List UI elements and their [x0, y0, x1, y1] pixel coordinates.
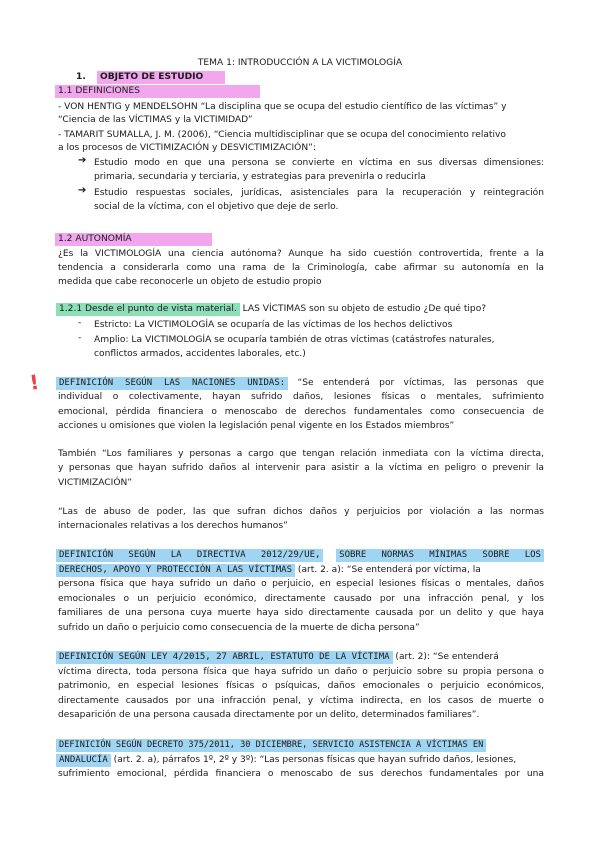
ley-definition-line: víctima directa, toda persona física que haya sufrido un daño o perjuicio sobre su propia persona o — [58, 667, 544, 677]
un-heading: DEFINICIÓN SEGÚN LAS NACIONES UNIDAS: — [56, 377, 288, 390]
ley-definition-line: desaparición de una persona causada directamente por un delito, determinados familiares”. — [58, 710, 480, 720]
bullet-text: Estudio modo en que una persona se convierte en víctima en sus diversas dimensiones: — [94, 158, 544, 168]
subsubsection-heading — [56, 302, 542, 316]
un-definition-line: acciones u omisiones que violen la legislación penal vigente en los Estados miembros” — [58, 421, 455, 431]
section-title: OBJETO DE ESTUDIO — [97, 71, 225, 84]
directiva-heading-line — [56, 548, 544, 562]
directiva-heading: DEFINICIÓN SEGÚN LA DIRECTIVA 2012/29/UE, — [56, 549, 323, 562]
paragraph-line: y personas que hayan sufrido daños al intervenir para asistir a la víctima en peligro o prevenir la — [58, 463, 544, 473]
un-text: “Se entenderá por víctimas, las personas que — [288, 378, 545, 388]
un-definition-line — [56, 376, 544, 390]
ley-heading: DEFINICIÓN SEGÚN LEY 4/2015, 27 ABRIL, ESTATUTO DE LA VÍCTIMA — [56, 651, 393, 664]
paragraph-line: internacionales relativas a los derechos humanos” — [58, 521, 288, 531]
paragraph-line: También “Los familiares y personas a cargo que tengan relación inmediata con la víctima directa, — [58, 449, 544, 459]
list-item: Amplio: La VICTIMOLOGÍA se ocuparía también de otras víctimas (catástrofes naturales, — [94, 335, 495, 345]
paragraph-line: VICTIMIZACIÓN” — [58, 478, 133, 488]
paragraph-line: tendencia a considerarla como una rama de la Criminología, cabe afirmar su autonomía en la — [58, 263, 544, 273]
decreto-text: (art. 2. a), párrafos 1º, 2º y 3º): “Las personas físicas que hayan sufrido daños, lesiones, — [110, 755, 517, 765]
subsection-heading-definiciones — [55, 84, 541, 98]
section-number: 1. — [76, 72, 86, 82]
ley-definition-line: patrimonio, en especial lesiones físicas o psíquicas, daños emocionales o perjuicio económicos, — [58, 681, 544, 691]
list-item: Estricto: La VICTIMOLOGÍA se ocuparía de las víctimas de los hechos delictivos — [94, 320, 453, 330]
un-definition-line: individual o colectivamente, hayan sufrido daños, lesiones físicas o mentales, sufrimiento — [58, 392, 544, 402]
decreto-definition-line — [56, 753, 544, 767]
page-title: TEMA 1: INTRODUCCIÓN A LA VICTIMOLOGÍA — [197, 58, 403, 68]
list-item: conflictos armados, accidentes laborales, etc.) — [94, 349, 306, 359]
paragraph-line: ¿Es la VICTIMOLOGÍA una ciencia autónoma? Aunque ha sido cuestión controvertida, frente a la — [58, 249, 544, 259]
decreto-heading-line — [56, 738, 544, 752]
subsubsection-heading-text: 1.2.1 Desde el punto de vista material. — [56, 303, 240, 316]
arrow-right-icon: ➔ — [78, 185, 87, 196]
un-definition-line: emocional, pérdida financiera o menoscabo de derechos fundamentales como consecuencia de — [58, 407, 544, 417]
subsection-heading-text: 1.1 DEFINICIONES — [55, 85, 260, 98]
bullet-text: social de la víctima, con el objetivo que deje de serlo. — [94, 202, 339, 212]
directiva-definition-line: emocionales o un perjuicio económico, directamente causado por una infracción penal, y los — [58, 594, 544, 604]
ley-definition-line: directamente causados por una infracción penal, y víctima indirecta, en los casos de muerte o — [58, 696, 544, 706]
definition-line: “Ciencia de las VÍCTIMAS y la VICTIMIDAD” — [58, 115, 253, 125]
definition-line: - TAMARIT SUMALLA, J. M. (2006), “Ciencia multidisciplinar que se ocupa del conocimiento relativo — [58, 130, 506, 140]
definition-line: a los procesos de VICTIMIZACIÓN y DESVICTIMIZACIÓN”: — [58, 143, 316, 153]
ley-text: (art. 2): “Se entenderá — [392, 652, 499, 662]
subsubsection-heading-rest: LAS VÍCTIMAS son su objeto de estudio ¿De qué tipo? — [239, 304, 487, 314]
bullet-text: primaria, secundaria y terciaria, y estrategias para prevenirla o reducirla — [94, 172, 426, 182]
directiva-definition-line: familiares de una persona cuya muerte haya sido directamente causada por un delito y que haya — [58, 608, 544, 618]
paragraph-line: “Las de abuso de poder, las que sufran dichos daños y perjuicios por violación a las normas — [58, 507, 544, 517]
directiva-heading: SOBRE NORMAS MÍNIMAS SOBRE LOS — [336, 549, 544, 562]
dash-bullet: - — [78, 333, 82, 343]
subsection-heading-text: 1.2 AUTONOMÍA — [55, 233, 212, 246]
decreto-heading: ANDALUCÍA — [56, 754, 111, 767]
ley-definition-line — [56, 650, 544, 664]
directiva-definition-line: persona física que haya sufrido un daño o perjuicio, en especial lesiones físicas o mentales, daños — [58, 579, 544, 589]
arrow-right-icon: ➔ — [78, 155, 87, 166]
definition-line: - VON HENTIG y MENDELSOHN “La disciplina que se ocupa del estudio científico de las víctimas” y — [58, 102, 507, 112]
exclamation-mark: ! — [28, 369, 41, 395]
directiva-definition-line — [56, 563, 544, 577]
directiva-definition-line: sufrido un daño o perjuicio como consecuencia de la muerte de dicha persona” — [58, 623, 420, 633]
decreto-heading: DEFINICIÓN SEGÚN DECRETO 375/2011, 30 DICIEMBRE, SERVICIO ASISTENCIA A VÍCTIMAS EN — [56, 739, 486, 752]
bullet-text: Estudio respuestas sociales, jurídicas, asistenciales para la recuperación y reintegración — [94, 188, 544, 198]
paragraph-line: medida que cabe reconocerle un objeto de estudio propio — [58, 277, 322, 287]
subsection-heading-autonomia — [55, 232, 541, 246]
section-heading — [76, 70, 562, 84]
dash-bullet: - — [78, 318, 82, 328]
decreto-definition-line: sufrimiento emocional, pérdida financiera o menoscabo de sus derechos fundamentales por una — [58, 769, 544, 779]
directiva-text: (art. 2. a): “Se entenderá por víctima, la — [295, 565, 481, 575]
directiva-heading: DERECHOS, APOYO Y PROTECCIÓN A LAS VÍCTIMAS — [56, 564, 295, 577]
